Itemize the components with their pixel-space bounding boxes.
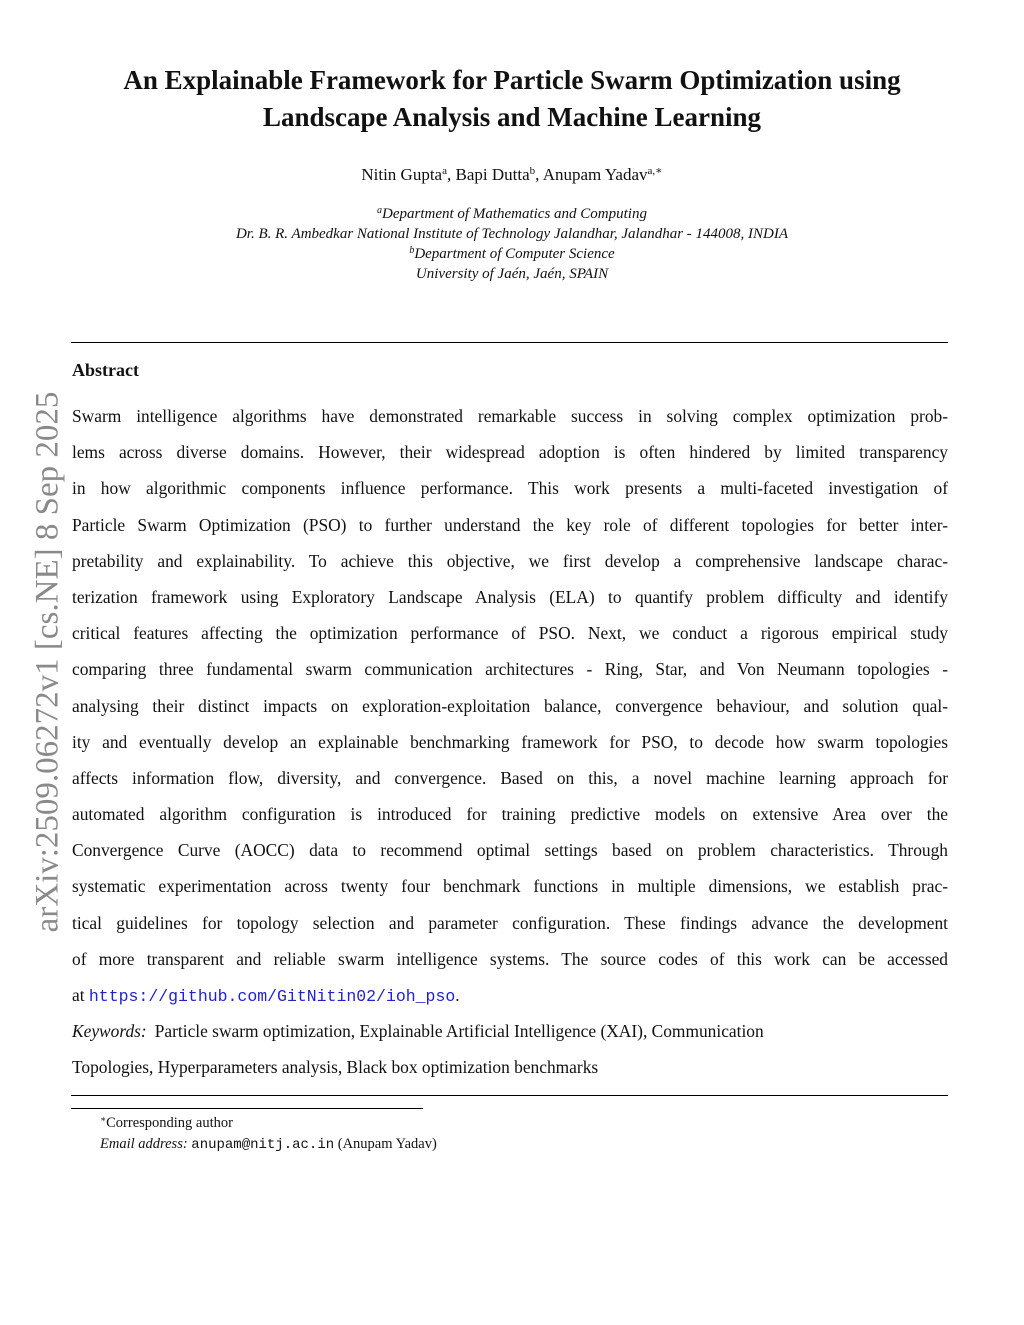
abstract-line: comparing three fundamental swarm communication architectures - Ring, Star, and Von Neumann topologies - [72, 659, 948, 680]
keywords-label: Keywords: [72, 1021, 147, 1041]
abstract-last-prefix: at [72, 985, 89, 1005]
abstract-line: critical features affecting the optimization performance of PSO. Next, we conduct a rigorous empirical study [72, 623, 948, 644]
email-address[interactable]: anupam@nitj.ac.in [191, 1137, 335, 1153]
author-affil-mark: a,∗ [647, 165, 663, 177]
affil-a-line1: Department of Mathematics and Computing [382, 206, 647, 222]
abstract-last-line [72, 977, 948, 1013]
abstract-line: in how algorithmic components influence performance. This work presents a multi-faceted investigation of [72, 478, 948, 499]
affiliation-a-dept [80, 204, 944, 224]
affil-mark-a: a [377, 205, 382, 216]
abstract-line: terization framework using Exploratory Landscape Analysis (ELA) to quantify problem difficulty and identify [72, 586, 948, 607]
footnote-rule [71, 1108, 423, 1109]
email-note [100, 1134, 437, 1156]
abstract-bottom-rule [71, 1095, 948, 1096]
affiliations [80, 204, 944, 284]
abstract-line: pretability and explainability. To achieve this objective, we first develop a comprehensive landscape charac- [72, 550, 948, 571]
footnote [100, 1113, 437, 1156]
author-name: Anupam Yadav [542, 165, 648, 184]
title-line-1: An Explainable Framework for Particle Swarm Optimization using [123, 65, 901, 95]
keywords-text-1: Particle swarm optimization, Explainable Artificial Intelligence (XAI), Communication [154, 1021, 764, 1041]
affiliation-b-inst: University of Jaén, Jaén, SPAIN [415, 266, 609, 282]
abstract-line: affects information flow, diversity, and convergence. Based on this, a novel machine learning approach for [72, 767, 948, 788]
abstract-line: systematic experimentation across twenty four benchmark functions in multiple dimensions, we establish prac- [72, 876, 948, 897]
abstract-line: of more transparent and reliable swarm intelligence systems. The source codes of this work can be accessed [72, 948, 948, 969]
affil-b-line1: Department of Computer Science [414, 246, 615, 262]
abstract-top-rule [71, 342, 948, 343]
affil-mark-b: b [409, 245, 415, 256]
abstract-last-suffix: . [455, 985, 460, 1005]
email-label: Email address: [100, 1136, 188, 1152]
arxiv-stamp-text: arXiv:2509.06272v1 [cs.NE] 8 Sep 2025 [29, 391, 66, 933]
author-list: Nitin Gupta$^a$, Bapi Dutta$^b$, Anupam Yadav$^{a,∗}$ [361, 165, 663, 184]
abstract-line: Particle Swarm Optimization (PSO) to further understand the key role of different topologies for better inter- [72, 514, 948, 535]
footnote-mark: ∗ [100, 1114, 107, 1124]
author-name: Bapi Dutta [455, 165, 530, 184]
keywords [72, 1013, 948, 1085]
abstract-line: Swarm intelligence algorithms have demonstrated remarkable success in solving complex optimization prob- [72, 406, 948, 426]
email-owner: (Anupam Yadav) [337, 1136, 437, 1152]
abstract-line: automated algorithm configuration is introduced for training predictive models on extensive Area over the [72, 804, 948, 825]
title-line-2: Landscape Analysis and Machine Learning [262, 102, 762, 132]
abstract-body [72, 398, 948, 1013]
keywords-line-2: Topologies, Hyperparameters analysis, Black box optimization benchmarks [72, 1057, 599, 1078]
author-name: Nitin Gupta [361, 165, 443, 184]
keywords-line-1 [72, 1013, 948, 1049]
author-affil-mark: a [442, 165, 447, 177]
abstract-line: lems across diverse domains. However, their widespread adoption is often hindered by limited transparency [72, 442, 948, 463]
paper-title [80, 62, 944, 136]
abstract-line: analysing their distinct impacts on exploration-exploitation balance, convergence behaviour, and solution qual- [72, 695, 948, 716]
abstract-line: ity and eventually develop an explainable benchmarking framework for PSO, to decode how swarm topologies [72, 731, 948, 752]
author-affil-mark: b [529, 165, 536, 177]
affiliation-a-inst: Dr. B. R. Ambedkar National Institute of Technology Jalandhar, Jalandhar - 144008, INDIA [235, 226, 789, 242]
abstract-heading: Abstract [72, 360, 139, 380]
corresponding-author-text: Corresponding author [106, 1115, 233, 1131]
abstract-line: Convergence Curve (AOCC) data to recommend optimal settings based on problem characteristics. Through [72, 840, 948, 861]
corresponding-author-note [100, 1113, 437, 1134]
source-code-link[interactable]: https://github.com/GitNitin02/ioh_pso [88, 987, 456, 1006]
affiliation-b-dept [80, 244, 944, 264]
abstract-line: tical guidelines for topology selection and parameter configuration. These findings advance the development [72, 912, 948, 933]
